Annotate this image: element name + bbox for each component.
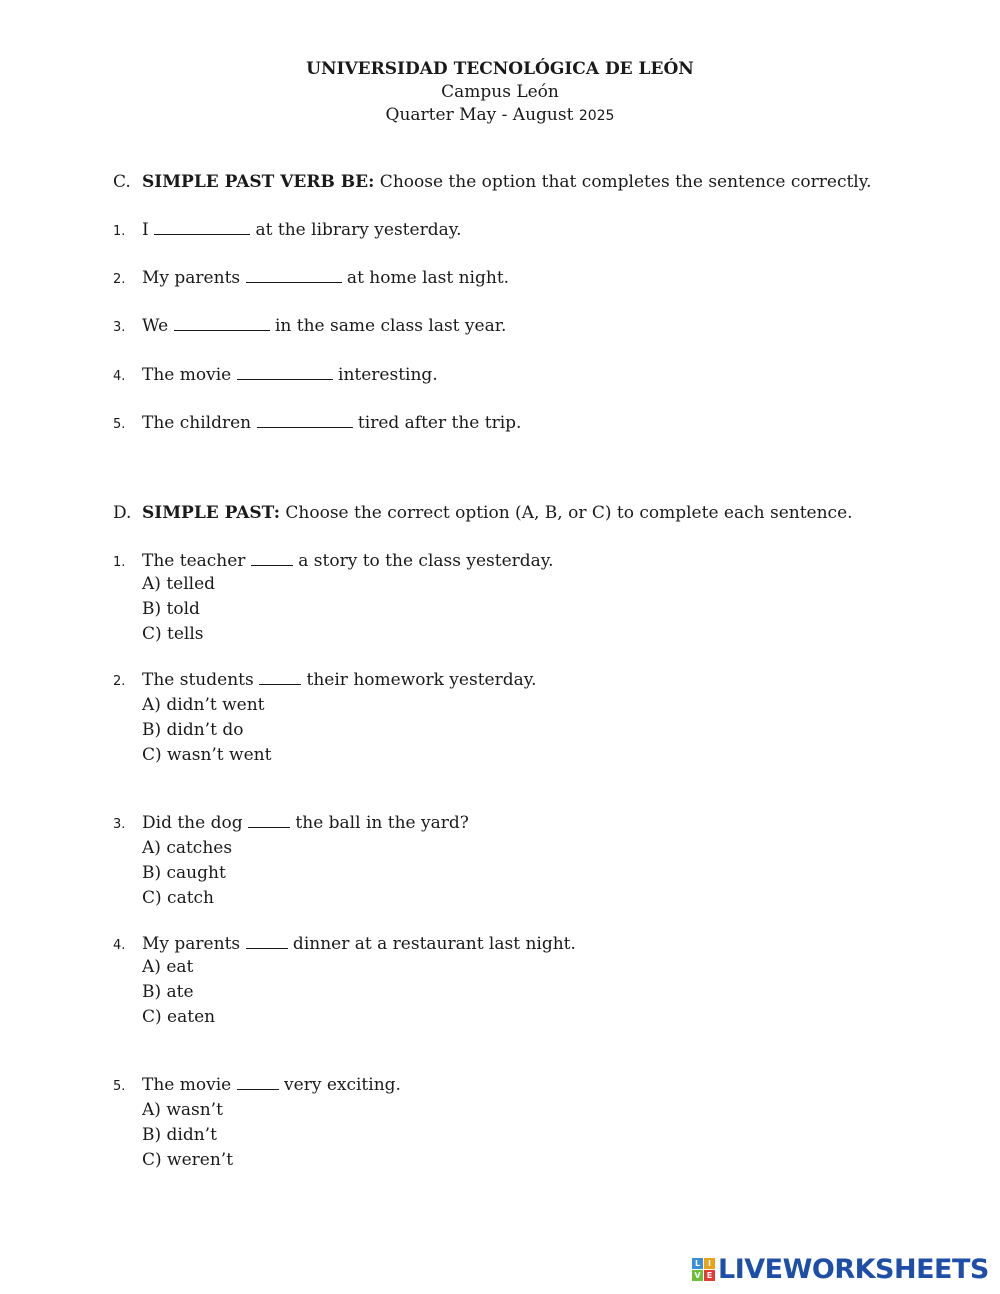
option-a[interactable]: A) didn’t went [142, 695, 265, 715]
option-b[interactable]: B) told [142, 599, 200, 619]
question-text-before: The movie [142, 1075, 237, 1095]
question-number: 5. [113, 417, 126, 432]
section-c-letter: C. [113, 172, 131, 192]
page-header [0, 58, 1000, 128]
answer-blank[interactable] [246, 267, 342, 283]
question-text-before: The children [142, 413, 257, 433]
logo-square: I [704, 1258, 715, 1269]
question-text-before: The students [142, 670, 260, 690]
logo-square: L [692, 1258, 703, 1269]
question-number: 4. [113, 938, 126, 953]
quarter-year: 2025 [578, 108, 615, 124]
option-b[interactable]: B) ate [142, 982, 194, 1002]
answer-blank[interactable] [251, 550, 293, 566]
question-number: 1. [113, 224, 126, 239]
option-c[interactable]: C) eaten [142, 1007, 216, 1027]
answer-blank[interactable] [246, 933, 288, 949]
question-text-after: a story to the class yesterday. [292, 551, 554, 571]
question-text-after: at the library yesterday. [250, 220, 462, 240]
option-c[interactable]: C) catch [142, 888, 215, 908]
option-a[interactable]: A) catches [142, 838, 233, 858]
answer-blank[interactable] [174, 315, 270, 331]
quarter-label: Quarter May ‑ August [385, 105, 574, 125]
logo-square: V [692, 1270, 703, 1281]
option-a[interactable]: A) eat [142, 957, 194, 977]
answer-blank[interactable] [237, 1074, 279, 1090]
question-number: 2. [113, 674, 126, 689]
section-d-letter: D. [113, 503, 132, 523]
question-text-before: I [142, 220, 155, 240]
section-d-instruction: Choose the correct option (A, B, or C) to complete each sentence. [280, 503, 853, 523]
quarter-line [0, 104, 1000, 128]
question-text-before: My parents [142, 268, 246, 288]
option-c[interactable]: C) wasn’t went [142, 745, 272, 765]
question-text-after: at home last night. [341, 268, 510, 288]
question-text-before: We [142, 316, 174, 336]
option-a[interactable]: A) wasn’t [142, 1100, 223, 1120]
section-c-instruction: Choose the option that completes the sentence correctly. [374, 172, 872, 192]
question-text-after: their homework yesterday. [301, 670, 537, 690]
logo-mark-icon [692, 1258, 715, 1281]
section-d-title: SIMPLE PAST: [142, 503, 280, 523]
question-text-after: dinner at a restaurant last night. [287, 934, 576, 954]
section-c-title: SIMPLE PAST VERB BE: [142, 172, 375, 192]
question-number: 3. [113, 320, 126, 335]
answer-blank[interactable] [237, 364, 333, 380]
answer-blank[interactable] [154, 219, 250, 235]
answer-blank[interactable] [259, 669, 301, 685]
option-b[interactable]: B) caught [142, 863, 226, 883]
question-text-after: tired after the trip. [352, 413, 522, 433]
question-text-before: My parents [142, 934, 246, 954]
campus-name: Campus León [441, 82, 559, 102]
option-c[interactable]: C) weren’t [142, 1150, 234, 1170]
question-text-before: Did the dog [142, 813, 249, 833]
section-d-heading [113, 502, 853, 525]
logo-text: LIVEWORKSHEETS [718, 1254, 989, 1285]
question-text-after: in the same class last year. [269, 316, 507, 336]
option-b[interactable]: B) didn’t do [142, 720, 244, 740]
liveworksheets-logo [692, 1254, 989, 1285]
question-number: 2. [113, 272, 126, 287]
answer-blank[interactable] [248, 812, 290, 828]
question-text-after: the ball in the yard? [290, 813, 469, 833]
question-number: 1. [113, 555, 126, 570]
question-text-before: The movie [142, 365, 237, 385]
university-title: UNIVERSIDAD TECNOLÓGICA DE LEÓN [306, 59, 694, 79]
question-number: 4. [113, 369, 126, 384]
question-text-after: interesting. [332, 365, 438, 385]
option-b[interactable]: B) didn’t [142, 1125, 217, 1145]
section-c-heading [113, 171, 872, 194]
option-a[interactable]: A) telled [142, 574, 216, 594]
question-text-before: The teacher [142, 551, 251, 571]
question-number: 3. [113, 817, 126, 832]
option-c[interactable]: C) tells [142, 624, 204, 644]
question-number: 5. [113, 1079, 126, 1094]
logo-square: E [704, 1270, 715, 1281]
answer-blank[interactable] [257, 412, 353, 428]
question-text-after: very exciting. [278, 1075, 401, 1095]
